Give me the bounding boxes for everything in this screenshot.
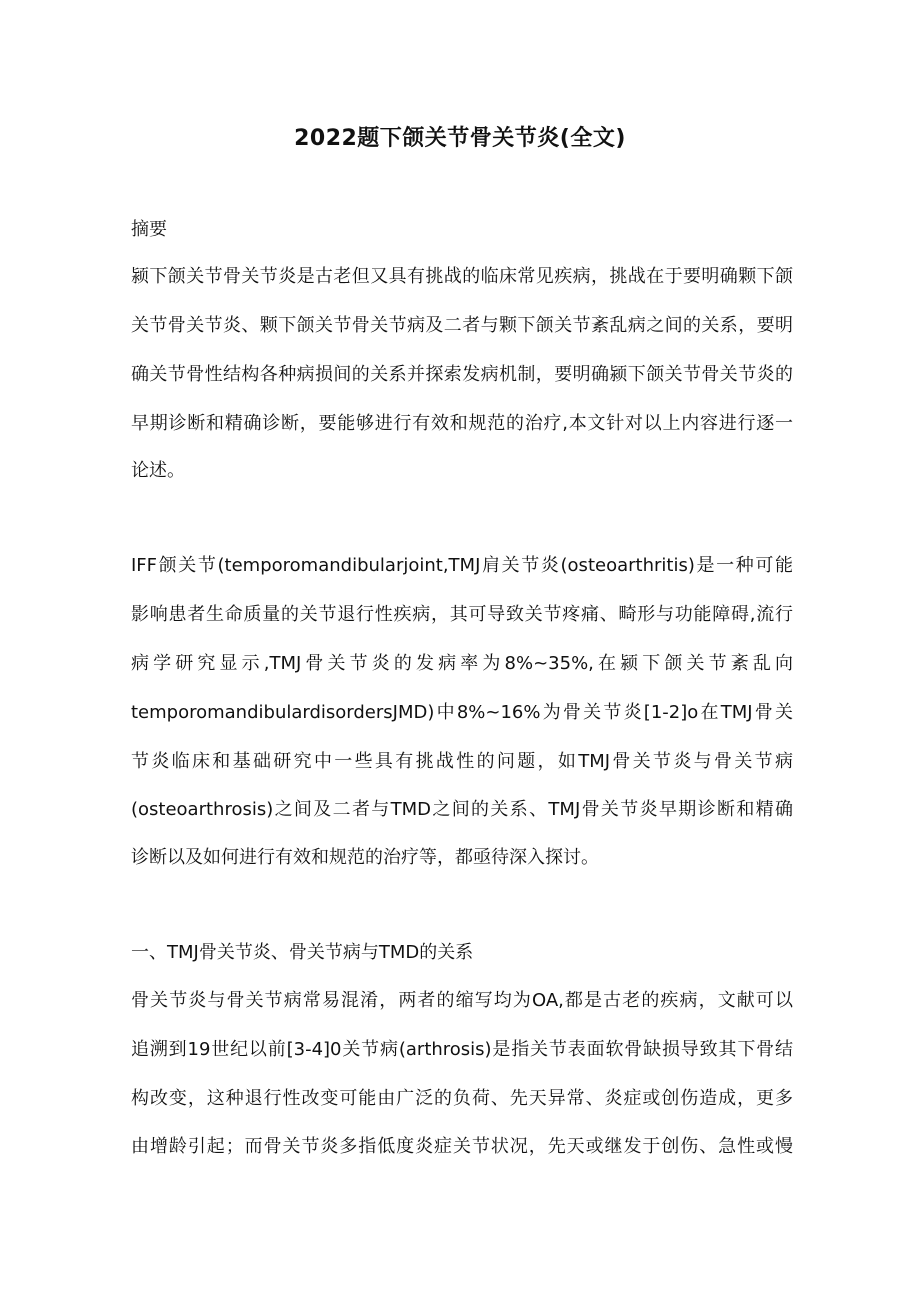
paragraph-line: 病学研究显示,TMJ骨关节炎的发病率为8%~35%,在颍下颌关节紊乱向	[131, 653, 793, 674]
section-heading: 一、TMJ骨关节炎、骨关节病与TMD的关系	[131, 942, 474, 963]
paragraph-line: 论述。	[131, 460, 185, 481]
paragraph-line: 早期诊断和精确诊断，要能够进行有效和规范的治疗,本文针对以上内容进行逐一	[131, 413, 793, 434]
paragraph-line: 追溯到19世纪以前[3-4]0关节病(arthrosis)是指关节表面软骨缺损导致其下骨结	[131, 1039, 793, 1060]
paragraph-line: 由增龄引起；而骨关节炎多指低度炎症关节状况，先天或继发于创伤、急性或慢	[131, 1136, 793, 1157]
paragraph-line: 节炎临床和基础研究中一些具有挑战性的问题，如TMJ骨关节炎与骨关节病	[131, 751, 793, 772]
paragraph-line: 骨关节炎与骨关节病常易混淆，两者的缩写均为OA,都是古老的疾病，文献可以	[131, 990, 793, 1011]
paragraph-line: 影响患者生命质量的关节退行性疾病，其可导致关节疼痛、畸形与功能障碍,流行	[131, 604, 793, 625]
paragraph-line: 诊断以及如何进行有效和规范的治疗等，都亟待深入探讨。	[131, 847, 599, 868]
paragraph-line: 颍下颌关节骨关节炎是古老但又具有挑战的临床常见疾病，挑战在于要明确颗下颌	[131, 266, 793, 287]
paragraph-line: (osteoarthrosis)之间及二者与TMD之间的关系、TMJ骨关节炎早期诊断和精确	[131, 799, 793, 820]
paragraph-line: IFF颌关节(temporomandibularjoint,TMJ肩关节炎(osteoarthritis)是一种可能	[131, 555, 793, 576]
paragraph-line: 构改变，这种退行性改变可能由广泛的负荷、先天异常、炎症或创伤造成，更多	[131, 1088, 793, 1109]
abstract-heading: 摘要	[131, 219, 167, 240]
paragraph-line: temporomandibulardisordersJMD)中8%~16%为骨关节炎[1-2]o在TMJ骨关	[131, 702, 793, 723]
paragraph-line: 关节骨关节炎、颗下颌关节骨关节病及二者与颗下颌关节紊乱病之间的关系，要明	[131, 315, 793, 336]
document-title: 2022题下颌关节骨关节炎(全文)	[294, 126, 626, 151]
paragraph-line: 确关节骨性结构各种病损间的关系并探索发病机制，要明确颍下颌关节骨关节炎的	[131, 364, 793, 385]
